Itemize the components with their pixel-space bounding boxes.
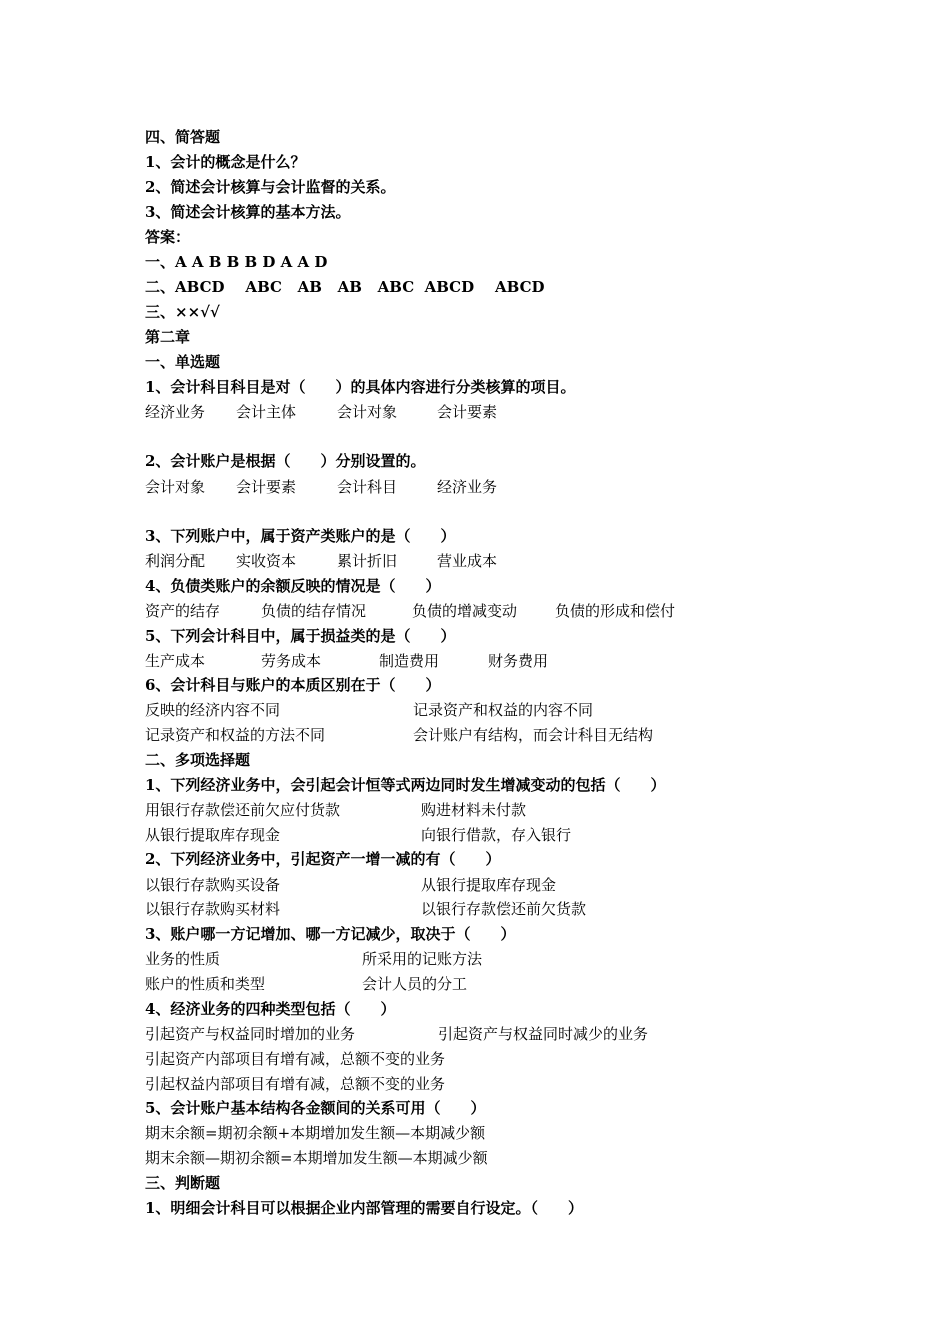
option: 会计对象 <box>337 403 398 421</box>
option: 经济业务 <box>437 478 498 496</box>
option: 记录资产和权益的内容不同 <box>413 701 594 719</box>
option: 用银行存款偿还前欠应付货款 <box>145 801 341 819</box>
question: 5、会计账户基本结构各金额间的关系可用（ ） <box>145 1099 486 1117</box>
question: 2、会计账户是根据（ ）分别设置的。 <box>145 452 426 470</box>
option: 负债的增减变动 <box>412 602 518 620</box>
option: 引起资产内部项目有增有减，总额不变的业务 <box>145 1050 446 1068</box>
option: 引起资产与权益同时增加的业务 <box>145 1025 356 1043</box>
option: 从银行提取库存现金 <box>145 826 281 844</box>
option: 会计账户有结构，而会计科目无结构 <box>413 726 654 744</box>
question: 1、明细会计科目可以根据企业内部管理的需要自行设定。（ ） <box>145 1199 583 1217</box>
section-heading: 一、单选题 <box>145 353 221 371</box>
question: 1、下列经济业务中，会引起会计恒等式两边同时发生增减变动的包括（ ） <box>145 776 666 794</box>
option: 从银行提取库存现金 <box>421 876 557 894</box>
option: 期末余额—期初余额=本期增加发生额—本期减少额 <box>145 1149 488 1167</box>
answer-line: 二、ABCD ABC AB AB ABC ABCD ABCD <box>145 278 545 296</box>
option-row <box>145 875 845 895</box>
question: 3、下列账户中，属于资产类账户的是（ ） <box>145 527 456 545</box>
answer-line: 三、××√√ <box>145 303 220 321</box>
question: 4、经济业务的四种类型包括（ ） <box>145 1000 396 1018</box>
question: 5、下列会计科目中，属于损益类的是（ ） <box>145 627 456 645</box>
section-heading: 三、判断题 <box>145 1174 221 1192</box>
option: 累计折旧 <box>337 552 398 570</box>
option-row <box>145 825 845 845</box>
option-row <box>145 1024 845 1044</box>
question: 3、简述会计核算的基本方法。 <box>145 203 351 221</box>
option-row <box>145 700 845 720</box>
answer-line: 一、A A B B B D A A D <box>145 253 328 271</box>
question: 4、负债类账户的余额反映的情况是（ ） <box>145 577 441 595</box>
option: 以银行存款偿还前欠货款 <box>421 900 587 918</box>
option: 会计主体 <box>236 403 297 421</box>
option-row <box>145 402 845 422</box>
option-row <box>145 725 845 745</box>
option-row <box>145 899 845 919</box>
section-heading: 四、简答题 <box>145 128 221 146</box>
option-row <box>145 601 845 621</box>
option: 负债的形成和偿付 <box>555 602 676 620</box>
section-heading: 二、多项选择题 <box>145 751 251 769</box>
option: 以银行存款购买设备 <box>145 876 281 894</box>
option: 生产成本 <box>145 652 206 670</box>
option: 引起权益内部项目有增有减，总额不变的业务 <box>145 1075 446 1093</box>
option: 会计要素 <box>437 403 498 421</box>
option: 利润分配 <box>145 552 206 570</box>
option: 记录资产和权益的方法不同 <box>145 726 326 744</box>
question: 1、会计科目科目是对（ ）的具体内容进行分类核算的项目。 <box>145 378 576 396</box>
question: 3、账户哪一方记增加、哪一方记减少，取决于（ ） <box>145 925 516 943</box>
option: 账户的性质和类型 <box>145 975 266 993</box>
answers-heading: 答案： <box>145 228 191 246</box>
option: 会计科目 <box>337 478 398 496</box>
question: 1、会计的概念是什么？ <box>145 153 306 171</box>
question: 2、简述会计核算与会计监督的关系。 <box>145 178 396 196</box>
option: 以银行存款购买材料 <box>145 900 281 918</box>
option: 所采用的记账方法 <box>362 950 483 968</box>
option: 会计人员的分工 <box>362 975 468 993</box>
option-row <box>145 477 845 497</box>
option-row <box>145 651 845 671</box>
chapter-title: 第二章 <box>145 328 191 346</box>
option: 期末余额=期初余额+本期增加发生额—本期减少额 <box>145 1124 486 1142</box>
option: 负债的结存情况 <box>261 602 367 620</box>
option: 购进材料未付款 <box>421 801 527 819</box>
option: 财务费用 <box>488 652 549 670</box>
option-row <box>145 974 845 994</box>
option: 经济业务 <box>145 403 206 421</box>
option-row <box>145 949 845 969</box>
question: 2、下列经济业务中，引起资产一增一减的有（ ） <box>145 850 501 868</box>
option-row <box>145 800 845 820</box>
option: 引起资产与权益同时减少的业务 <box>438 1025 649 1043</box>
option-row <box>145 551 845 571</box>
option: 制造费用 <box>379 652 440 670</box>
question: 6、会计科目与账户的本质区别在于（ ） <box>145 676 441 694</box>
option: 业务的性质 <box>145 950 221 968</box>
option: 会计要素 <box>236 478 297 496</box>
option: 实收资本 <box>236 552 297 570</box>
option: 会计对象 <box>145 478 206 496</box>
option: 营业成本 <box>437 552 498 570</box>
option: 向银行借款，存入银行 <box>421 826 572 844</box>
option: 资产的结存 <box>145 602 221 620</box>
option: 反映的经济内容不同 <box>145 701 281 719</box>
option: 劳务成本 <box>261 652 322 670</box>
